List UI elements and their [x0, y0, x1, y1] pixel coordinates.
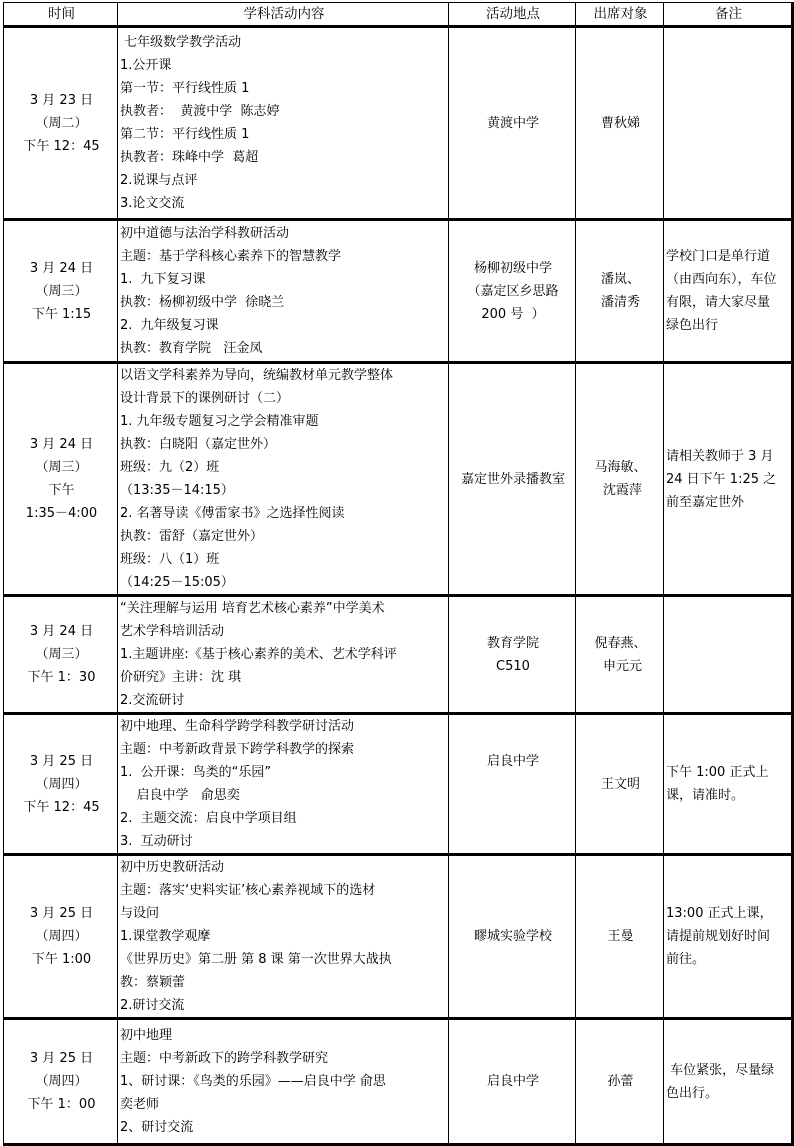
attendee-line: 潘岚、	[600, 272, 640, 287]
activity-schedule-table	[3, 2, 794, 1146]
cell-place	[449, 596, 576, 714]
content-line: 《世界历史》第二册 第 8 课 第一次世界大战执	[120, 952, 392, 967]
cell-content	[118, 27, 449, 220]
notes-line: 有限，请大家尽量	[666, 295, 771, 310]
header-attendee: 出席对象	[576, 3, 664, 27]
content-line: 1.主题讲座:《基于核心素养的美术、艺术学科评	[120, 647, 397, 662]
attendee-line: 王曼	[607, 929, 634, 944]
header-place: 活动地点	[449, 3, 576, 27]
time-line: 下午	[48, 483, 75, 498]
content-line: 初中道德与法治学科教研活动	[120, 226, 290, 241]
time-line: 3 月 24 日	[29, 624, 94, 639]
cell-notes	[664, 1019, 793, 1145]
content-line: 初中地理	[120, 1028, 173, 1043]
time-line: 下午 12：45	[23, 799, 100, 815]
attendee-line: 沈霞萍	[598, 483, 643, 498]
content-line: 价研究》主讲：沈 琪	[120, 670, 242, 685]
content-line: 班级：八（1）班	[120, 552, 220, 567]
place-line: 杨柳初级中学	[473, 260, 552, 276]
content-line: （13:35－14:15）	[120, 483, 234, 498]
time-line: 1:35－4:00	[25, 506, 98, 521]
notes-line: 请相关教师于 3 月	[666, 448, 774, 464]
place-line: 黄渡中学	[486, 115, 539, 131]
content-line: 第二节：平行线性质 1	[120, 127, 250, 142]
content-line: 1. 九年级专题复习之学会精准审题	[120, 414, 319, 429]
notes-line: 色出行。	[666, 1085, 719, 1101]
cell-notes	[664, 220, 793, 363]
content-line: 2. 主题交流：启良中学项目组	[120, 811, 297, 826]
content-line: 执教：雷舒（嘉定世外）	[120, 529, 264, 544]
cell-notes	[664, 27, 793, 220]
table-row	[4, 27, 793, 220]
notes-line: 绿色出行	[666, 318, 719, 333]
content-line: 1. 九下复习课	[120, 272, 206, 287]
cell-time	[4, 220, 118, 363]
content-line: 2. 名著导读《傅雷家书》之选择性阅读	[120, 506, 345, 521]
attendee-line: 倪春燕、	[594, 635, 647, 651]
cell-time	[4, 855, 118, 1019]
place-line: 200 号 ）	[481, 306, 545, 322]
cell-attendee	[576, 220, 664, 363]
content-line: 3. 互动研讨	[120, 834, 193, 849]
time-line: （周二）	[35, 115, 88, 131]
content-line: 1.公开课	[120, 58, 172, 73]
cell-time	[4, 27, 118, 220]
content-line: 艺术学科培训活动	[120, 624, 225, 639]
content-line: 2. 九年级复习课	[120, 318, 219, 333]
content-line: 七年级数学教学活动	[120, 35, 242, 50]
table-row	[4, 596, 793, 714]
place-line: 疁城实验学校	[473, 929, 552, 944]
cell-place	[449, 27, 576, 220]
notes-line: 下午 1:00 正式上	[666, 765, 769, 780]
cell-notes	[664, 363, 793, 596]
cell-attendee	[576, 27, 664, 220]
time-line: 3 月 24 日	[29, 260, 94, 276]
notes-line: 前至嘉定世外	[666, 494, 745, 510]
attendee-line: 潘清秀	[600, 295, 640, 310]
time-line: 下午 12：45	[23, 138, 100, 154]
time-line: （周四）	[35, 1074, 88, 1089]
cell-time	[4, 714, 118, 855]
attendee-line: 马海敏、	[594, 460, 647, 475]
table-row	[4, 855, 793, 1019]
time-line: 3 月 25 日	[29, 906, 94, 921]
attendee-line: 孙蕾	[607, 1074, 634, 1089]
cell-place	[449, 220, 576, 363]
time-line: 下午 1:15	[31, 306, 92, 322]
attendee-line: 王文明	[600, 776, 640, 792]
content-line: 2.说课与点评	[120, 173, 198, 188]
content-line: 主题：中考新政背景下跨学科教学的探索	[120, 742, 355, 757]
notes-line: 学校门口是单行道	[666, 249, 771, 264]
content-line: 班级：九（2）班	[120, 460, 220, 475]
cell-place	[449, 363, 576, 596]
place-line	[451, 796, 575, 819]
cell-content	[118, 363, 449, 596]
cell-place	[449, 714, 576, 855]
place-line: （嘉定区乡思路	[467, 283, 559, 299]
content-line: 主题：落实‘史料实证’核心素养视域下的选材	[120, 883, 376, 898]
cell-time	[4, 1019, 118, 1145]
cell-content	[118, 596, 449, 714]
content-line: 第一节：平行线性质 1	[120, 81, 250, 96]
place-line	[451, 773, 575, 796]
time-line: 下午 1:00	[31, 952, 92, 967]
content-line: 设计背景下的课例研讨（二）	[120, 391, 290, 406]
content-line: 2.交流研讨	[120, 693, 185, 708]
cell-place	[449, 855, 576, 1019]
cell-place	[449, 1019, 576, 1145]
content-line: 执教：杨柳初级中学 徐晓兰	[120, 295, 285, 310]
content-line: 执教者： 黄渡中学 陈志婷	[120, 104, 280, 119]
cell-content	[118, 714, 449, 855]
cell-time	[4, 363, 118, 596]
time-line: 下午 1：30	[27, 670, 96, 685]
table-row	[4, 714, 793, 855]
header-notes: 备注	[664, 3, 793, 27]
notes-line: 24 日下午 1:25 之	[666, 471, 777, 487]
cell-notes	[664, 596, 793, 714]
cell-content	[118, 1019, 449, 1145]
place-line: 启良中学	[486, 753, 539, 769]
header-content: 学科活动内容	[118, 3, 449, 27]
time-line: 3 月 25 日	[29, 1051, 94, 1066]
content-line: 奕老师	[120, 1097, 160, 1112]
content-line: 执教者：珠峰中学 葛超	[120, 150, 259, 165]
notes-line: 13:00 正式上课，	[666, 906, 773, 921]
cell-attendee	[576, 855, 664, 1019]
content-line: 启良中学 俞思奕	[120, 788, 240, 803]
cell-content	[118, 855, 449, 1019]
content-line: 初中地理、生命科学跨学科教学研讨活动	[120, 719, 355, 734]
cell-attendee	[576, 363, 664, 596]
time-line: （周四）	[35, 929, 88, 944]
content-line: 与设问	[120, 906, 160, 921]
cell-notes	[664, 855, 793, 1019]
time-line: （周三）	[35, 283, 88, 299]
content-line: 执教：教育学院 汪金凤	[120, 341, 263, 356]
time-line: 3 月 23 日	[29, 92, 94, 108]
place-line: 教育学院	[486, 635, 539, 651]
time-line: （周三）	[35, 647, 88, 662]
header-time: 时间	[4, 3, 118, 27]
attendee-line: 曹秋娣	[600, 115, 640, 131]
content-line: 1、研讨课：《鸟类的乐园》——启良中学 俞思	[120, 1074, 386, 1089]
table-row	[4, 220, 793, 363]
content-line: 以语文学科素养为导向，统编教材单元教学整体	[120, 368, 394, 383]
content-line: 2、研讨交流	[120, 1120, 194, 1135]
content-line: 1. 公开课：鸟类的“乐园”	[120, 765, 272, 780]
place-line: 嘉定世外录播教室	[460, 471, 565, 487]
content-line: 执教：白晓阳（嘉定世外）	[120, 437, 277, 452]
notes-line: （由西向东），车位	[666, 272, 777, 287]
place-line: C510	[496, 658, 530, 674]
place-line: 启良中学	[486, 1074, 539, 1089]
time-line: 3 月 25 日	[29, 753, 94, 769]
notes-line: 车位紧张，尽量绿	[666, 1062, 775, 1078]
time-line: 3 月 24 日	[29, 437, 94, 452]
attendee-line: 申元元	[598, 658, 643, 674]
time-line: （周四）	[35, 776, 88, 792]
time-line: 下午 1：00	[27, 1097, 96, 1112]
content-line: 2.研讨交流	[120, 998, 185, 1013]
cell-attendee	[576, 1019, 664, 1145]
content-line: 初中历史教研活动	[120, 860, 225, 875]
cell-notes	[664, 714, 793, 855]
notes-line: 课，请准时。	[666, 788, 745, 803]
table-row	[4, 363, 793, 596]
content-line: 教：蔡颖蕾	[120, 975, 186, 990]
table-row	[4, 1019, 793, 1145]
cell-content	[118, 220, 449, 363]
content-line: “关注理解与运用 培育艺术核心素养”中学美术	[120, 601, 385, 616]
cell-attendee	[576, 714, 664, 855]
cell-time	[4, 596, 118, 714]
content-line: （14:25－15:05）	[120, 575, 234, 590]
content-line: 3.论文交流	[120, 196, 185, 211]
notes-line: 前往。	[666, 952, 706, 967]
content-line: 主题：中考新政下的跨学科教学研究	[120, 1051, 329, 1066]
content-line: 1.课堂教学观摩	[120, 929, 211, 944]
content-line: 主题：基于学科核心素养下的智慧教学	[120, 249, 342, 264]
header-row	[4, 3, 793, 27]
time-line: （周三）	[35, 460, 88, 475]
notes-line: 请提前规划好时间	[666, 929, 771, 944]
cell-attendee	[576, 596, 664, 714]
